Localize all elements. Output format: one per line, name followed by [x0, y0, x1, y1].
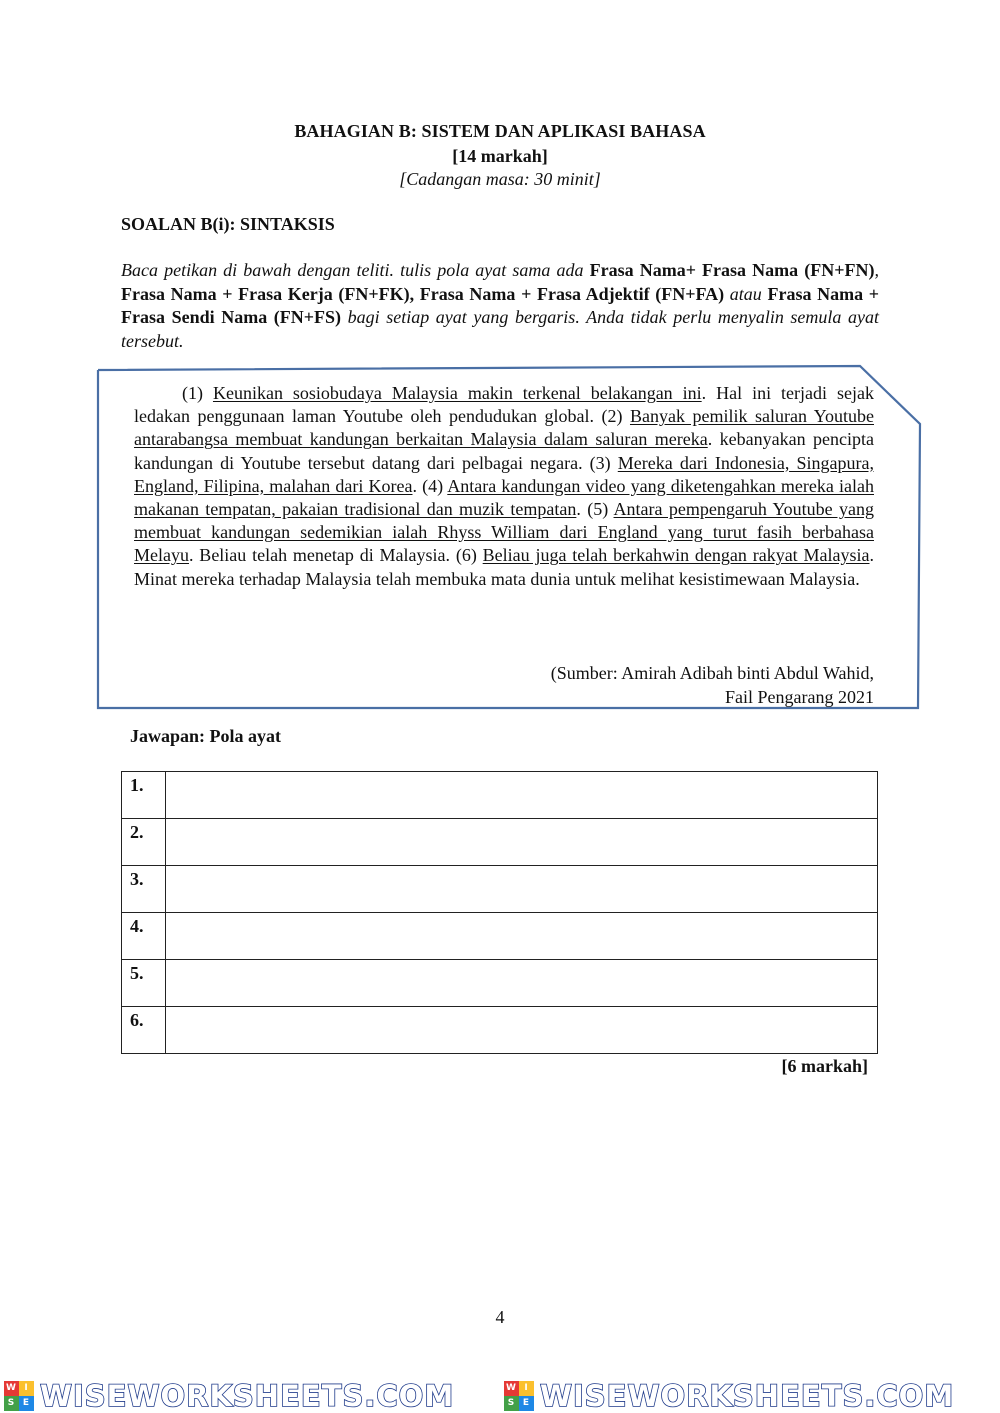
suggested-time: [Cadangan masa: 30 minit]	[399, 169, 601, 189]
answer-marks: [6 markah]	[781, 1056, 868, 1076]
answer-row-number: 3.	[122, 866, 166, 913]
passage-text	[134, 382, 874, 591]
passage-plain: . (4)	[412, 475, 448, 496]
answer-table	[121, 771, 878, 1054]
brand-left[interactable]	[0, 1379, 500, 1413]
answer-row	[122, 772, 878, 819]
underlined-sentence-3: Mereka dari Indonesia, Singapura, England, Filipina, malahan dari Korea	[134, 452, 874, 496]
answer-row	[122, 866, 878, 913]
underlined-sentence-5: Antara pempengaruh Youtube yang membuat kandungan sedemikian ialah Rhyss William dari England yang turut fasih berbahasa Melayu	[134, 499, 875, 566]
brand-right[interactable]	[500, 1379, 1000, 1413]
question-label: SOALAN B(i): SINTAKSIS	[121, 214, 335, 234]
instructions	[121, 259, 879, 353]
source-line-2: Fail Pengarang 2021	[725, 687, 874, 707]
answer-input-cell[interactable]	[166, 1007, 878, 1054]
brand-text: WISEWORKSHEETS.COM	[40, 1378, 455, 1413]
page-number: 4	[495, 1307, 505, 1327]
answer-row-number: 2.	[122, 819, 166, 866]
answer-row	[122, 913, 878, 960]
underlined-sentence-2: Banyak pemilik saluran Youtube antarabangsa membuat kandungan berkaitan Malaysia dalam saluran mereka	[134, 406, 874, 450]
answer-row-number: 5.	[122, 960, 166, 1007]
answer-row-number: 4.	[122, 913, 166, 960]
underlined-sentence-6: Beliau juga telah berkahwin dengan rakyat Malaysia	[482, 545, 870, 566]
underlined-sentence-1: Keunikan sosiobudaya Malaysia makin terkenal belakangan ini	[212, 383, 702, 403]
passage-plain: . Minat mereka terhadap Malaysia telah membuka mata dunia untuk melihat kesistimewaan Malaysia.	[134, 545, 874, 589]
instr-bold: Frasa Nama + Frasa Kerja (FN+FK), Frasa Nama + Frasa Adjektif (FN+FA)	[121, 283, 725, 304]
answer-row-number: 1.	[122, 772, 166, 819]
instr-text: bagi setiap ayat yang bergaris. Anda tidak perlu menyalin semula ayat tersebut.	[121, 307, 879, 351]
answer-row	[122, 960, 878, 1007]
instr-text: atau	[724, 283, 768, 304]
instr-text: Baca petikan di bawah dengan teliti. tulis pola ayat sama ada	[121, 260, 590, 280]
section-marks: [14 markah]	[452, 146, 548, 166]
instr-bold: Frasa Nama+ Frasa Nama (FN+FN)	[589, 260, 875, 280]
footer-watermark	[0, 1378, 1000, 1413]
passage-plain: (1)	[182, 383, 213, 403]
answer-input-cell[interactable]	[166, 772, 878, 819]
answer-label: Jawapan: Pola ayat	[130, 726, 282, 746]
passage-plain: . Beliau telah menetap di Malaysia. (6)	[188, 545, 483, 566]
answer-input-cell[interactable]	[166, 960, 878, 1007]
passage-plain: . kebanyakan pencipta kandungan di Youtube tersebut datang dari pelbagai negara. (3)	[134, 429, 874, 473]
section-title: BAHAGIAN B: SISTEM DAN APLIKASI BAHASA	[294, 121, 706, 141]
passage-plain: . Hal ini terjadi sejak ledakan penggunaan laman Youtube oleh pendudukan global. (2)	[134, 383, 874, 427]
answer-row	[122, 1007, 878, 1054]
answer-input-cell[interactable]	[166, 866, 878, 913]
answer-row-number: 6.	[122, 1007, 166, 1054]
source-line-1: (Sumber: Amirah Adibah binti Abdul Wahid,	[550, 663, 874, 683]
answer-row	[122, 819, 878, 866]
answer-input-cell[interactable]	[166, 819, 878, 866]
underlined-sentence-4: Antara kandungan video yang diketengahkan mereka ialah makanan tempatan, pakaian tradisional dan muzik tempatan	[134, 475, 874, 520]
instr-bold: Frasa Nama + Frasa Sendi Nama (FN+FS)	[121, 283, 879, 327]
instr-text: ,	[874, 260, 879, 280]
passage-plain: . (5)	[576, 499, 614, 520]
brand-logo-icon: W I S E	[4, 1381, 34, 1411]
answer-input-cell[interactable]	[166, 913, 878, 960]
brand-text: WISEWORKSHEETS.COM	[540, 1378, 955, 1413]
brand-logo-icon: W I S E	[504, 1381, 534, 1411]
